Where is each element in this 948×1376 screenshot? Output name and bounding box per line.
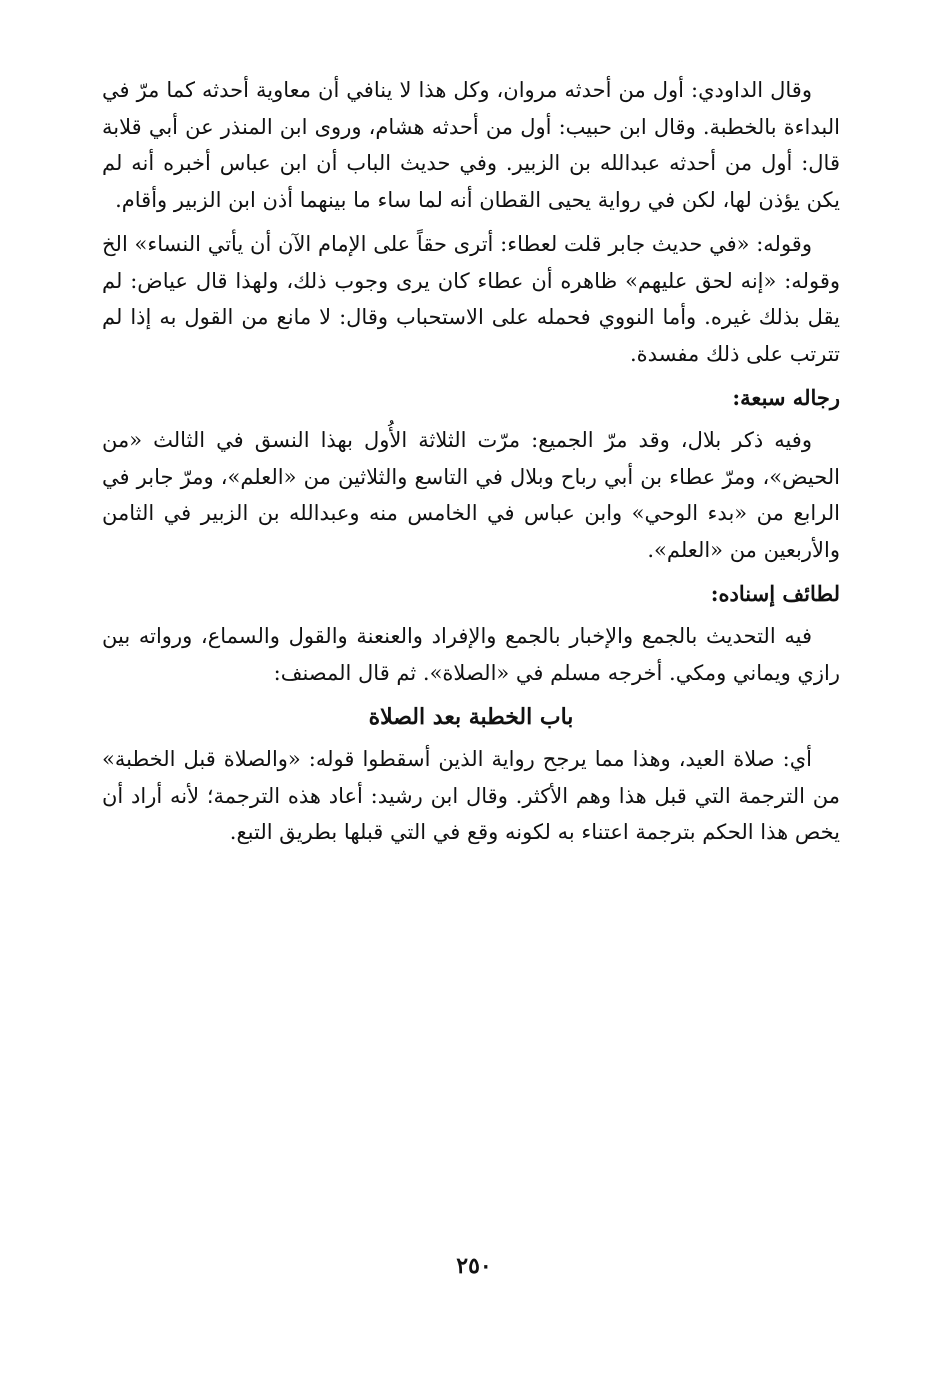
page-body	[102, 72, 840, 859]
paragraph-dawudi: وقال الداودي: أول من أحدثه مروان، وكل هذا لا ينافي أن معاوية أحدثه كما مرّ في البداءة بالخطبة. وقال ابن حبيب: أول من أحدثه هشام، وروى ابن المنذر عن أبي قلابة قال: أول من أحدثه عبدالله بن الزبير. وفي حديث الباب أن ابن عباس أخبره أنه لم يكن يؤذن لها، لكن في رواية يحيى القطان أنه لما ساء ما بينهما أذن ابن الزبير وأقام.	[102, 78, 840, 212]
paragraph-narrators: وفيه ذكر بلال، وقد مرّ الجميع: مرّت الثلاثة الأُول بهذا النسق في الثالث «من الحيض»، ومرّ عطاء بن أبي رباح وبلال في التاسع والثلاثين من «العلم»، ومرّ جابر في الرابع من «بدء الوحي» وابن عباس في الخامس منه وعبدالله بن الزبير في الثامن والأربعين من «العلم».	[102, 428, 840, 562]
page-number: ٢٥٠	[456, 1253, 492, 1279]
paragraph-chapter-commentary: أي: صلاة العيد، وهذا مما يرجح رواية الذين أسقطوا قوله: «والصلاة قبل الخطبة» من الترجمة التي قبل هذا وهم الأكثر. وقال ابن رشيد: أعاد هذه الترجمة؛ لأنه أراد أن يخص هذا الحكم بترجمة اعتناء به لكونه وقع في التي قبلها بطريق التبع.	[102, 747, 840, 844]
isnad-subtleties-heading: لطائف إسناده:	[710, 581, 840, 606]
narrators-heading: رجاله سبعة:	[732, 385, 840, 410]
chapter-title: باب الخطبة بعد الصلاة	[368, 704, 574, 730]
paragraph-jabir-hadith: وقوله: «في حديث جابر قلت لعطاء: أترى حقاً على الإمام الآن أن يأتي النساء» الخ وقوله: «إنه لحق عليهم» ظاهره أن عطاء كان يرى وجوب ذلك، ولهذا قال عياض: لم يقل بذلك غيره. وأما النووي فحمله على الاستحباب وقال: لا مانع من القول به إذا لم تترتب على ذلك مفسدة.	[102, 232, 840, 366]
paragraph-isnad: فيه التحديث بالجمع والإخبار بالجمع والإفراد والعنعنة والقول والسماع، ورواته بين رازي ويماني ومكي. أخرجه مسلم في «الصلاة». ثم قال المصنف:	[102, 624, 840, 685]
